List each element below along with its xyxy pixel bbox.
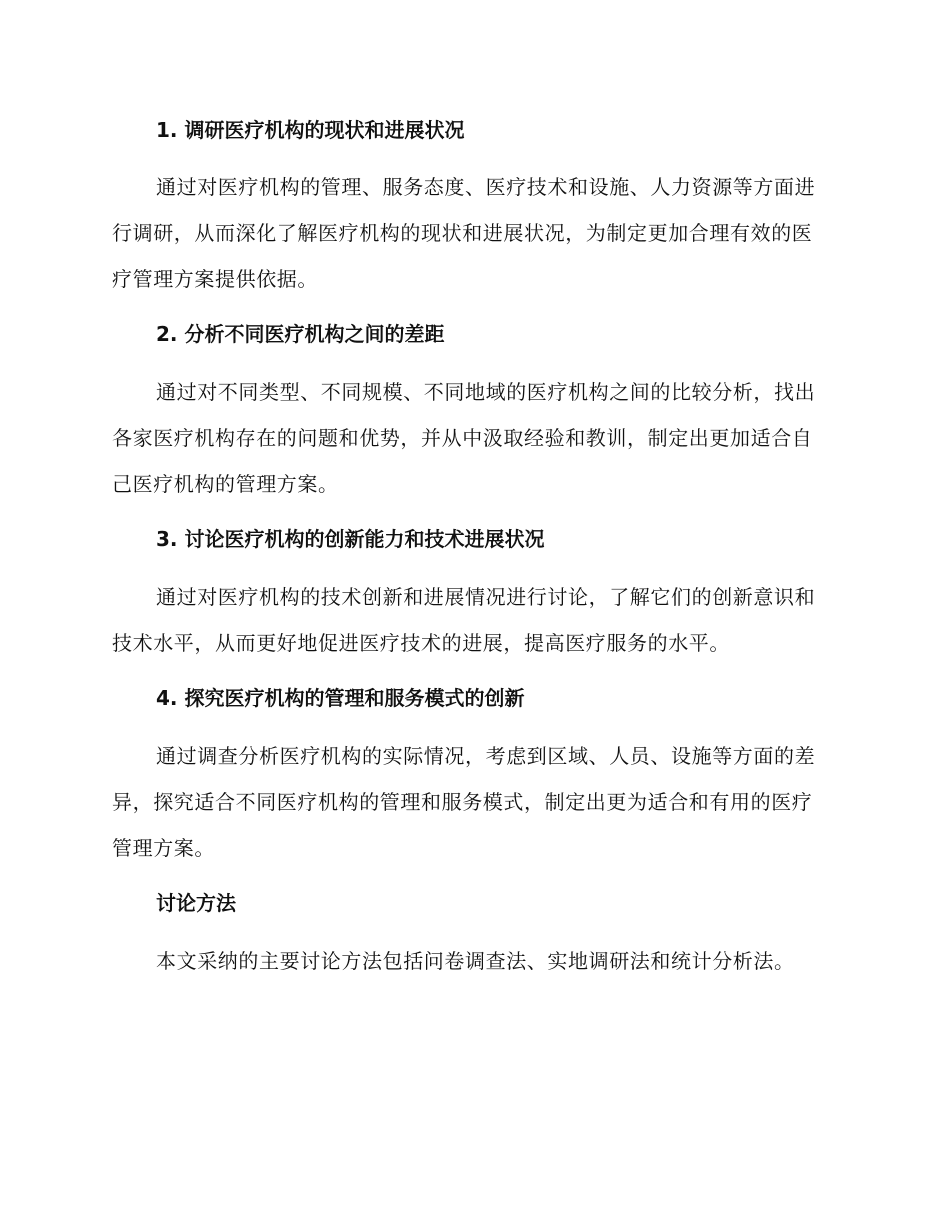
section-body-1: 通过对医疗机构的管理、服务态度、医疗技术和设施、人力资源等方面进行调研，从而深化了解医疗机构的现状和进展状况，为制定更加合理有效的医疗管理方案提供依据。	[112, 175, 816, 291]
section-heading-2: 2. 分析不同医疗机构之间的差距	[156, 322, 445, 346]
section-body-4: 通过调查分析医疗机构的实际情况，考虑到区域、人员、设施等方面的差异，探究适合不同医疗机构的管理和服务模式，制定出更为适合和有用的医疗管理方案。	[112, 744, 816, 860]
section-heading-4: 4. 探究医疗机构的管理和服务模式的创新	[156, 686, 525, 710]
section-heading-1: 1. 调研医疗机构的现状和进展状况	[156, 118, 465, 142]
section-heading-3: 3. 讨论医疗机构的创新能力和技术进展状况	[156, 527, 545, 551]
section-body-methods: 本文采纳的主要讨论方法包括问卷调查法、实地调研法和统计分析法。	[156, 949, 795, 973]
section-body-3: 通过对医疗机构的技术创新和进展情况进行讨论，了解它们的创新意识和技术水平，从而更好地促进医疗技术的进展，提高医疗服务的水平。	[112, 585, 816, 655]
section-heading-methods: 讨论方法	[156, 891, 236, 915]
section-body-2: 通过对不同类型、不同规模、不同地域的医疗机构之间的比较分析，找出各家医疗机构存在的问题和优势，并从中汲取经验和教训，制定出更加适合自己医疗机构的管理方案。	[112, 380, 816, 496]
